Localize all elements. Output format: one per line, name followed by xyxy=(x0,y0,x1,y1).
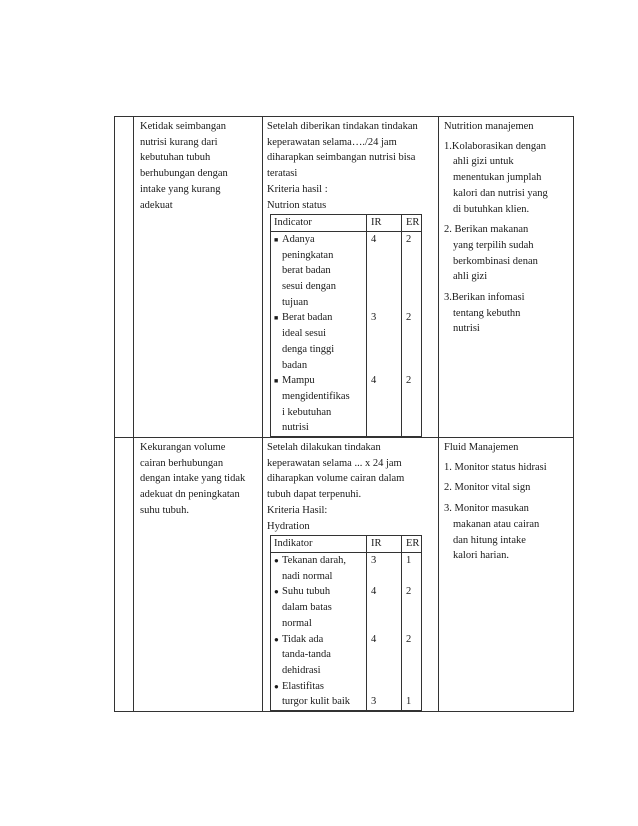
dot-bullet-icon xyxy=(274,679,282,710)
ir-header: IR xyxy=(367,215,402,232)
nursing-care-plan-table xyxy=(114,116,574,712)
intervention-line: 3. Monitor masukan xyxy=(444,503,529,515)
intervention-text xyxy=(439,438,573,564)
indicator-cell xyxy=(271,231,367,310)
dot-bullet-icon xyxy=(274,584,282,631)
outcome-line: diharapkan seimbangan nutrisi bisa xyxy=(267,152,416,164)
ir-number: 4 xyxy=(371,233,377,245)
outcome-line: keperawatan selama…./24 jam xyxy=(267,136,397,148)
er-value xyxy=(402,584,422,631)
ir-number: 3 xyxy=(371,554,377,566)
criteria-header-row xyxy=(271,215,422,232)
outcome-cell xyxy=(263,438,439,712)
intervention-item xyxy=(444,139,567,218)
diagnosis-text xyxy=(134,117,262,213)
criteria-row xyxy=(271,373,422,436)
indicator-header: Indicator xyxy=(271,215,367,232)
criteria-row xyxy=(271,632,422,679)
indicator-text xyxy=(282,232,336,311)
dot-bullet-icon xyxy=(274,632,282,679)
number-cell xyxy=(115,438,134,712)
intervention-title: Fluid Manajemen xyxy=(444,442,519,454)
intervention-line: menentukan jumplah xyxy=(453,172,542,184)
indicator-line: normal xyxy=(282,617,312,629)
indicator-text xyxy=(282,553,346,584)
square-bullet-icon xyxy=(274,373,282,436)
intervention-item xyxy=(444,222,567,285)
intervention-title: Nutrition manajemen xyxy=(444,121,534,132)
indicator-cell xyxy=(271,373,367,436)
er-number: 1 xyxy=(406,696,412,708)
intervention-line: makanan atau cairan xyxy=(453,518,540,530)
indicator-line: mengidentifikas xyxy=(282,390,350,402)
outcome-line: Setelah dilakukan tindakan xyxy=(267,442,381,454)
er-value xyxy=(402,373,422,436)
diagnosis-cell xyxy=(134,117,263,438)
care-plan-row xyxy=(115,117,574,438)
indicator-line: Suhu tubuh xyxy=(282,586,331,598)
indicator-line: Adanya xyxy=(282,233,315,245)
er-value xyxy=(402,231,422,310)
ir-header: IR xyxy=(367,536,402,553)
ir-number: 4 xyxy=(371,586,377,598)
intervention-item xyxy=(444,501,567,564)
diagnosis-line: adekuat xyxy=(140,199,173,211)
intervention-cell xyxy=(439,438,574,712)
ir-value xyxy=(367,231,402,310)
diagnosis-line: Ketidak seimbangan xyxy=(140,121,227,132)
outcome-line: Nutrion status xyxy=(267,199,327,211)
intervention-line: nutrisi xyxy=(453,323,480,335)
er-value xyxy=(402,632,422,679)
intervention-line: kalori harian. xyxy=(453,550,509,562)
intervention-item xyxy=(444,480,567,496)
indicator-cell xyxy=(271,552,367,584)
outcome-cell xyxy=(263,117,439,438)
outcome-line: tubuh dapat terpenuhi. xyxy=(267,489,362,501)
ir-number: 4 xyxy=(371,633,377,645)
diagnosis-line: Kekurangan volume xyxy=(140,442,226,454)
intervention-line: di butuhkan klien. xyxy=(453,203,530,215)
intervention-line: yang terpilih sudah xyxy=(453,239,534,251)
diagnosis-line: intake yang kurang xyxy=(140,183,221,195)
outcome-line: Kriteria Hasil: xyxy=(267,504,328,516)
ir-number: 3 xyxy=(371,696,377,708)
indicator-header: Indikator xyxy=(271,536,367,553)
intervention-text xyxy=(439,117,573,337)
indicator-text xyxy=(282,310,334,373)
ir-value xyxy=(367,679,402,711)
indicator-cell xyxy=(271,679,367,711)
er-number: 1 xyxy=(406,554,412,566)
indicator-cell xyxy=(271,632,367,679)
diagnosis-line: nutrisi kurang dari xyxy=(140,136,218,148)
indicator-line: ideal sesui xyxy=(282,328,327,340)
indicator-line: berat badan xyxy=(282,265,331,277)
diagnosis-cell xyxy=(134,438,263,712)
intervention-line: berkombinasi denan xyxy=(453,255,538,267)
indicator-line: dehidrasi xyxy=(282,664,321,676)
indicator-line: turgor kulit baik xyxy=(282,696,351,708)
indicator-line: Elastifitas xyxy=(282,680,324,692)
dot-bullet-icon xyxy=(274,553,282,584)
indicator-cell xyxy=(271,310,367,373)
intervention-line: dan hitung intake xyxy=(453,534,526,546)
ir-value xyxy=(367,584,402,631)
intervention-line: 2. Monitor vital sign xyxy=(444,482,531,494)
indicator-line: Tekanan darah, xyxy=(282,554,346,566)
indicator-text xyxy=(282,373,350,436)
ir-value xyxy=(367,373,402,436)
indicator-line: badan xyxy=(282,359,308,371)
indicator-text xyxy=(282,632,331,679)
outcome-line: teratasi xyxy=(267,168,298,180)
er-number: 2 xyxy=(406,375,412,387)
indicator-line: Mampu xyxy=(282,375,315,387)
er-number: 2 xyxy=(406,633,412,645)
intervention-cell xyxy=(439,117,574,438)
indicator-line: denga tinggi xyxy=(282,343,335,355)
intervention-line: 3.Berikan infomasi xyxy=(444,292,525,304)
indicator-line: tujuan xyxy=(282,296,309,308)
outcome-text xyxy=(263,117,438,437)
ir-value xyxy=(367,632,402,679)
ir-number: 3 xyxy=(371,312,377,324)
intervention-item xyxy=(444,460,567,476)
outcome-line: Kriteria hasil : xyxy=(267,183,328,195)
diagnosis-line: dengan intake yang tidak xyxy=(140,473,246,485)
er-number: 2 xyxy=(406,586,412,598)
criteria-table xyxy=(270,535,422,711)
ir-value xyxy=(367,310,402,373)
er-number: 2 xyxy=(406,312,412,324)
outcome-line: Setelah diberikan tindakan tindakan xyxy=(267,121,418,132)
indicator-line: Berat badan xyxy=(282,312,333,324)
indicator-text xyxy=(282,679,350,710)
intervention-line: ahli gizi untuk xyxy=(453,156,514,168)
outcome-text xyxy=(263,438,438,711)
square-bullet-icon xyxy=(274,310,282,373)
indicator-line: nutrisi xyxy=(282,422,309,434)
diagnosis-line: cairan berhubungan xyxy=(140,457,224,469)
ir-value xyxy=(367,552,402,584)
er-value xyxy=(402,679,422,711)
indicator-line: nadi normal xyxy=(282,570,333,582)
criteria-table xyxy=(270,214,422,437)
diagnosis-line: kebutuhan tubuh xyxy=(140,152,211,164)
indicator-line: peningkatan xyxy=(282,249,334,261)
indicator-line: tanda-tanda xyxy=(282,649,331,661)
number-cell xyxy=(115,117,134,438)
criteria-row xyxy=(271,310,422,373)
er-value xyxy=(402,310,422,373)
outcome-line: diharapkan volume cairan dalam xyxy=(267,473,405,485)
outcome-line: Hydration xyxy=(267,520,310,532)
intervention-line: ahli gizi xyxy=(453,271,488,283)
er-header: ER xyxy=(402,536,422,553)
outcome-line: keperawatan selama ... x 24 jam xyxy=(267,457,402,469)
square-bullet-icon xyxy=(274,232,282,311)
intervention-line: kalori dan nutrisi yang xyxy=(453,187,548,199)
care-plan-row xyxy=(115,438,574,712)
intervention-line: 1.Kolaborasikan dengan xyxy=(444,140,547,152)
diagnosis-line: suhu tubuh. xyxy=(140,504,190,516)
criteria-header-row xyxy=(271,536,422,553)
criteria-row xyxy=(271,552,422,584)
indicator-line: Tidak ada xyxy=(282,633,324,645)
diagnosis-text xyxy=(134,438,262,519)
intervention-line: tentang kebuthn xyxy=(453,307,521,319)
er-value xyxy=(402,552,422,584)
indicator-cell xyxy=(271,584,367,631)
er-number: 2 xyxy=(406,233,412,245)
criteria-row xyxy=(271,679,422,711)
criteria-row xyxy=(271,584,422,631)
indicator-line: dalam batas xyxy=(282,602,332,614)
diagnosis-line: berhubungan dengan xyxy=(140,168,228,180)
indicator-text xyxy=(282,584,332,631)
criteria-row xyxy=(271,231,422,310)
intervention-line: 1. Monitor status hidrasi xyxy=(444,461,547,473)
intervention-item xyxy=(444,290,567,337)
indicator-line: i kebutuhan xyxy=(282,406,332,418)
indicator-line: sesui dengan xyxy=(282,281,336,293)
intervention-line: 2. Berikan makanan xyxy=(444,224,529,236)
ir-number: 4 xyxy=(371,375,377,387)
er-header: ER xyxy=(402,215,422,232)
diagnosis-line: adekuat dn peningkatan xyxy=(140,489,240,501)
